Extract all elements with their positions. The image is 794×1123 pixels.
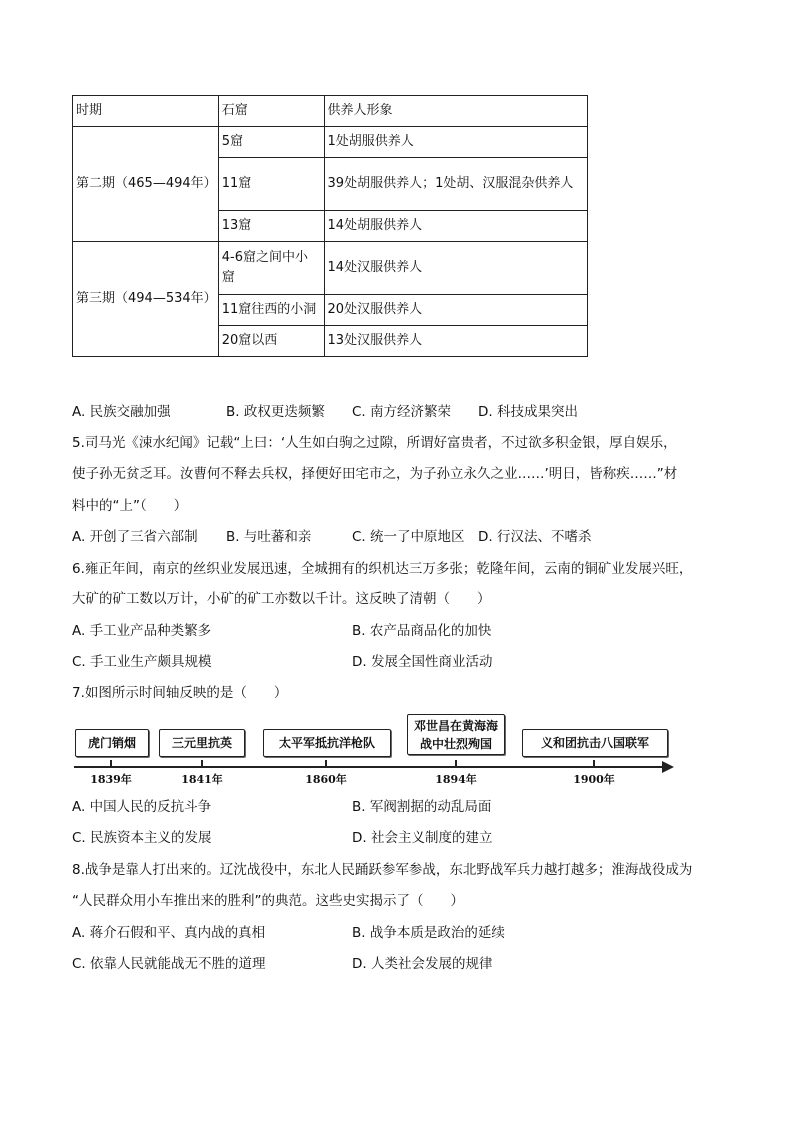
- q5-option-a[interactable]: A. 开创了三省六部制: [72, 529, 198, 545]
- header-cave: 石窟: [218, 96, 324, 127]
- timeline-event: 虎门销烟: [75, 729, 149, 757]
- image-cell: 13处汉服供养人: [324, 326, 587, 357]
- header-period: 时期: [73, 96, 219, 127]
- timeline-tick: [455, 760, 457, 767]
- q7-option-c[interactable]: C. 民族资本主义的发展: [72, 830, 212, 846]
- q4-option-c[interactable]: C. 南方经济繁荣: [352, 404, 452, 420]
- timeline-event: 太平军抵抗洋枪队: [263, 729, 391, 757]
- image-cell: 20处汉服供养人: [324, 295, 587, 326]
- cave-cell: 11窟往西的小洞: [218, 295, 324, 326]
- timeline-event: 三元里抗英: [159, 729, 245, 757]
- q6-option-b[interactable]: B. 农产品商品化的加快: [352, 623, 492, 639]
- q7-option-b[interactable]: B. 军阀割据的动乱局面: [352, 799, 492, 815]
- timeline-year: 1894年: [435, 773, 477, 786]
- table-row: [73, 127, 588, 158]
- timeline-year: 1860年: [305, 773, 347, 786]
- q8-option-a[interactable]: A. 蒋介石假和平、真内战的真相: [72, 925, 266, 941]
- cave-cell: 4-6窟之间中小窟: [218, 242, 324, 295]
- q8-option-c[interactable]: C. 依靠人民就能战无不胜的道理: [72, 956, 266, 972]
- timeline-axis: [74, 766, 666, 768]
- cave-cell: 13窟: [218, 211, 324, 242]
- q5-option-b[interactable]: B. 与吐蕃和亲: [226, 529, 312, 545]
- grottoes-table: [72, 95, 588, 357]
- timeline-event: 邓世昌在黄海海战中壮烈殉国: [407, 714, 505, 755]
- q5-stem-line-1: 5.司马光《涑水纪闻》记载“上曰：‘人生如白驹之过隙，所谓好富贵者，不过欲多积金银，厚自娱乐，: [72, 435, 677, 451]
- q8-stem-line-1: 8.战争是靠人打出来的。辽沈战役中，东北人民踊跃参军参战，东北野战军兵力越打越多；淮海战役成为: [72, 862, 693, 878]
- q7-option-a[interactable]: A. 中国人民的反抗斗争: [72, 799, 212, 815]
- q5-stem-line-3: 料中的“上”（ ）: [72, 498, 188, 514]
- q5-stem-line-2: 使子孙无贫乏耳。汝曹何不释去兵权，择便好田宅市之，为子孙立永久之业……’明日，皆称疾……”材: [72, 466, 678, 482]
- image-cell: 39处胡服供养人；1处胡、汉服混杂供养人: [324, 158, 587, 211]
- q6-option-c[interactable]: C. 手工业生产颇具规模: [72, 654, 212, 670]
- cave-cell: 5窟: [218, 127, 324, 158]
- timeline-tick: [325, 760, 327, 767]
- q6-stem-line-2: 大矿的矿工数以万计，小矿的矿工亦数以千计。这反映了清朝（ ）: [72, 591, 491, 607]
- timeline-tick: [593, 760, 595, 767]
- table-row: [73, 242, 588, 295]
- q4-option-d[interactable]: D. 科技成果突出: [478, 404, 578, 420]
- q8-option-b[interactable]: B. 战争本质是政治的延续: [352, 925, 505, 941]
- period-cell: 第三期（494—534年）: [73, 242, 219, 357]
- timeline-arrow-icon: [662, 761, 674, 773]
- q6-option-a[interactable]: A. 手工业产品种类繁多: [72, 623, 212, 639]
- timeline-year: 1900年: [573, 773, 615, 786]
- timeline-year: 1841年: [181, 773, 223, 786]
- timeline-year: 1839年: [90, 773, 132, 786]
- q5-option-d[interactable]: D. 行汉法、不嗜杀: [478, 529, 592, 545]
- q8-stem-line-2: “人民群众用小车推出来的胜利”的典范。这些史实揭示了（ ）: [72, 893, 464, 909]
- image-cell: 14处胡服供养人: [324, 211, 587, 242]
- timeline-tick: [110, 760, 112, 767]
- q7-option-d[interactable]: D. 社会主义制度的建立: [352, 830, 493, 846]
- table-header-row: [73, 96, 588, 127]
- cave-cell: 20窟以西: [218, 326, 324, 357]
- period-cell: 第二期（465—494年）: [73, 127, 219, 242]
- timeline-tick: [201, 760, 203, 767]
- q6-option-d[interactable]: D. 发展全国性商业活动: [352, 654, 493, 670]
- q8-option-d[interactable]: D. 人类社会发展的规律: [352, 956, 493, 972]
- q4-option-a[interactable]: A. 民族交融加强: [72, 404, 171, 420]
- q4-option-b[interactable]: B. 政权更迭频繁: [226, 404, 325, 420]
- image-cell: 14处汉服供养人: [324, 242, 587, 295]
- cave-cell: 11窟: [218, 158, 324, 211]
- image-cell: 1处胡服供养人: [324, 127, 587, 158]
- q5-option-c[interactable]: C. 统一了中原地区: [352, 529, 465, 545]
- q6-stem-line-1: 6.雍正年间，南京的丝织业发展迅速，全城拥有的织机达三万多张；乾隆年间，云南的铜矿业发展兴旺，: [72, 561, 693, 577]
- header-image: 供养人形象: [324, 96, 587, 127]
- timeline-event: 义和团抗击八国联军: [522, 729, 668, 757]
- q7-stem-line-1: 7.如图所示时间轴反映的是（ ）: [72, 685, 288, 701]
- history-timeline: [72, 712, 678, 786]
